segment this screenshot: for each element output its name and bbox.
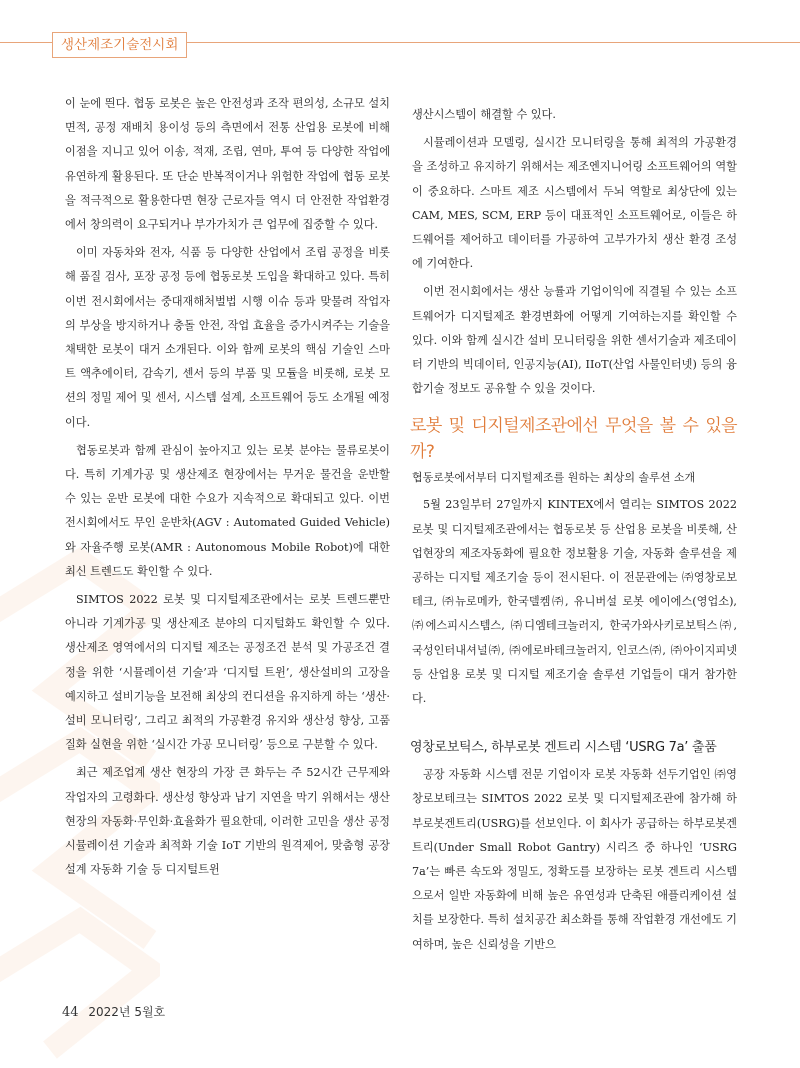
body-paragraph: 이번 전시회에서는 생산 능률과 기업이익에 직결될 수 있는 소프트웨어가 디지털제조 환경변화에 어떻게 기여하는지를 확인할 수 있다. 이와 함께 실시간 설비 모니터링을 위한 센서기술과 제조데이터 기반의 빅데이터, 인공지능(AI), IIoT(산업 사물인터넷) 등의 융합기술 정보도 공유할 수 있을 것이다. — [412, 285, 737, 396]
body-paragraph: 이 눈에 띈다. 협동 로봇은 높은 안전성과 조작 편의성, 소규모 설치 면적, 공정 재배치 용이성 등의 측면에서 전통 산업용 로봇에 비해 이점을 지니고 있어 이송, 적재, 조립, 연마, 투여 등 다양한 작업에 유연하게 활용된다. 또 단순 반복적이거나 위험한 작업에 협동 로봇을 적극적으로 활용한다면 현장 근로자들 역시 더 안전한 작업환경에서 창의력이 요구되거나 부가가치가 큰 업무에 집중할 수 있다. — [65, 97, 390, 232]
left-column — [65, 92, 390, 887]
right-column — [412, 103, 737, 961]
body-paragraph: 협동로봇과 함께 관심이 높아지고 있는 로봇 분야는 물류로봇이다. 특히 기계가공 및 생산제조 현장에서는 무거운 물건을 운반할 수 있는 운반 로봇에 대한 수요가 지속적으로 확대되고 있다. 이번 전시회에서도 무인 운반차(AGV : Automated Guided Vehicle)와 자율주행 로봇(AMR : Autonomous Mobile Robot)에 대한 최신 트렌드도 확인할 수 있다. — [65, 443, 390, 578]
section-tag: 생산제조기술전시회 — [52, 32, 187, 58]
issue-label: 2022년 5월호 — [88, 1005, 166, 1019]
body-paragraph: 최근 제조업계 생산 현장의 가장 큰 화두는 주 52시간 근무제와 작업자의 고령화다. 생산성 향상과 납기 지연을 막기 위해서는 생산 현장의 자동화·무인화·효율화가 필요한데, 이러한 고민을 생산 공정 시뮬레이션 기술과 최적화 기술 IoT 기반의 원격제어, 맞춤형 공장설계 자동화 기술 등 디지털트윈 — [65, 766, 390, 877]
section-subheading: 협동로봇에서부터 디지털제조를 원하는 최상의 솔루션 소개 — [412, 471, 696, 485]
body-paragraph: 5월 23일부터 27일까지 KINTEX에서 열리는 SIMTOS 2022 로봇 및 디지털제조관에서는 협동로봇 등 산업용 로봇을 비롯해, 산업현장의 제조자동화에 필요한 정보활용 기술, 자동화 솔루션을 제공하는 디지털 제조기술 등이 전시된다. 이 전문관에는 ㈜영창로보테크, ㈜뉴로메카, 한국델켐㈜, 유니버설 로봇 에이에스(영업소), ㈜에스피시스템스, ㈜디엠테크놀러지, 한국가와사키로보틱스㈜, 국성인터내셔널㈜, ㈜에로바테크놀러지, 인코스㈜, ㈜아이지피넷 등 산업용 로봇 및 디지털 제조기술 솔루션 기업들이 대거 참가한다. — [412, 498, 737, 706]
body-paragraph: 시뮬레이션과 모델링, 실시간 모니터링을 통해 최적의 가공환경을 조성하고 유지하기 위해서는 제조엔지니어링 소프트웨어의 역할이 중요하다. 스마트 제조 시스템에서 두뇌 역할로 최상단에 있는 CAM, MES, SCM, ERP 등이 대표적인 소프트웨어로, 이들은 하드웨어를 제어하고 데이터를 가공하여 고부가가치 생산 환경 조성에 기여한다. — [412, 136, 737, 271]
body-paragraph: 공장 자동화 시스템 전문 기업이자 로봇 자동화 선두기업인 ㈜영창로보테크는 SIMTOS 2022 로봇 및 디지털제조관에 참가해 하부로봇겐트리(USRG)를 선보인다. 이 회사가 공급하는 하부로봇겐트리(Under Small Robot Gantry) 시리즈 중 하나인 ‘USRG 7a’는 빠른 속도와 정밀도, 정확도를 보장하는 로봇 겐트리 시스템으로서 일반 자동화에 비해 높은 유연성과 단축된 애플리케이션 설치를 보장한다. 특히 설치공간 최소화를 통해 작업환경 개선에도 기여하며, 높은 신뢰성을 기반으 — [412, 768, 737, 951]
page-number: 44 — [62, 1005, 79, 1020]
body-paragraph: 생산시스템이 해결할 수 있다. — [412, 108, 556, 121]
page-footer — [62, 1003, 165, 1020]
section-heading: 로봇 및 디지털제조관에선 무엇을 볼 수 있을까? — [410, 416, 737, 463]
article-subheading: 영창로보틱스, 하부로봇 겐트리 시스템 ‘USRG 7a’ 출품 — [410, 740, 717, 756]
body-paragraph: SIMTOS 2022 로봇 및 디지털제조관에서는 로봇 트렌드뿐만 아니라 기계가공 및 생산제조 분야의 디지털화도 확인할 수 있다. 생산제조 영역에서의 디지털 제조는 공정조건 분석 및 가공조건 결정을 위한 ‘시뮬레이션 기술’과 ‘디지털 트윈’, 생산설비의 고장을 예지하고 설비기능을 보전해 최상의 컨디션을 유지하게 하는 ‘생산·설비 모니터링’, 그리고 최적의 가공환경 유지와 생산성 향상, 고품질화 실현을 위한 ‘실시간 가공 모니터링’ 등으로 구분할 수 있다. — [65, 593, 390, 752]
body-paragraph: 이미 자동차와 전자, 식품 등 다양한 산업에서 조립 공정을 비롯해 품질 검사, 포장 공정 등에 협동로봇 도입을 확대하고 있다. 특히 이번 전시회에서는 중대재해처벌법 시행 이슈 등과 맞물려 작업자의 부상을 방지하거나 충돌 안전, 작업 효율을 증가시켜주는 기술을 채택한 로봇이 대거 소개된다. 이와 함께 로봇의 핵심 기술인 스마트 액추에이터, 감속기, 센서 등의 부품 및 모듈을 비롯해, 로봇 모션의 정밀 제어 및 센서, 시스템 설계, 소프트웨어 등도 소개될 예정이다. — [65, 246, 390, 429]
